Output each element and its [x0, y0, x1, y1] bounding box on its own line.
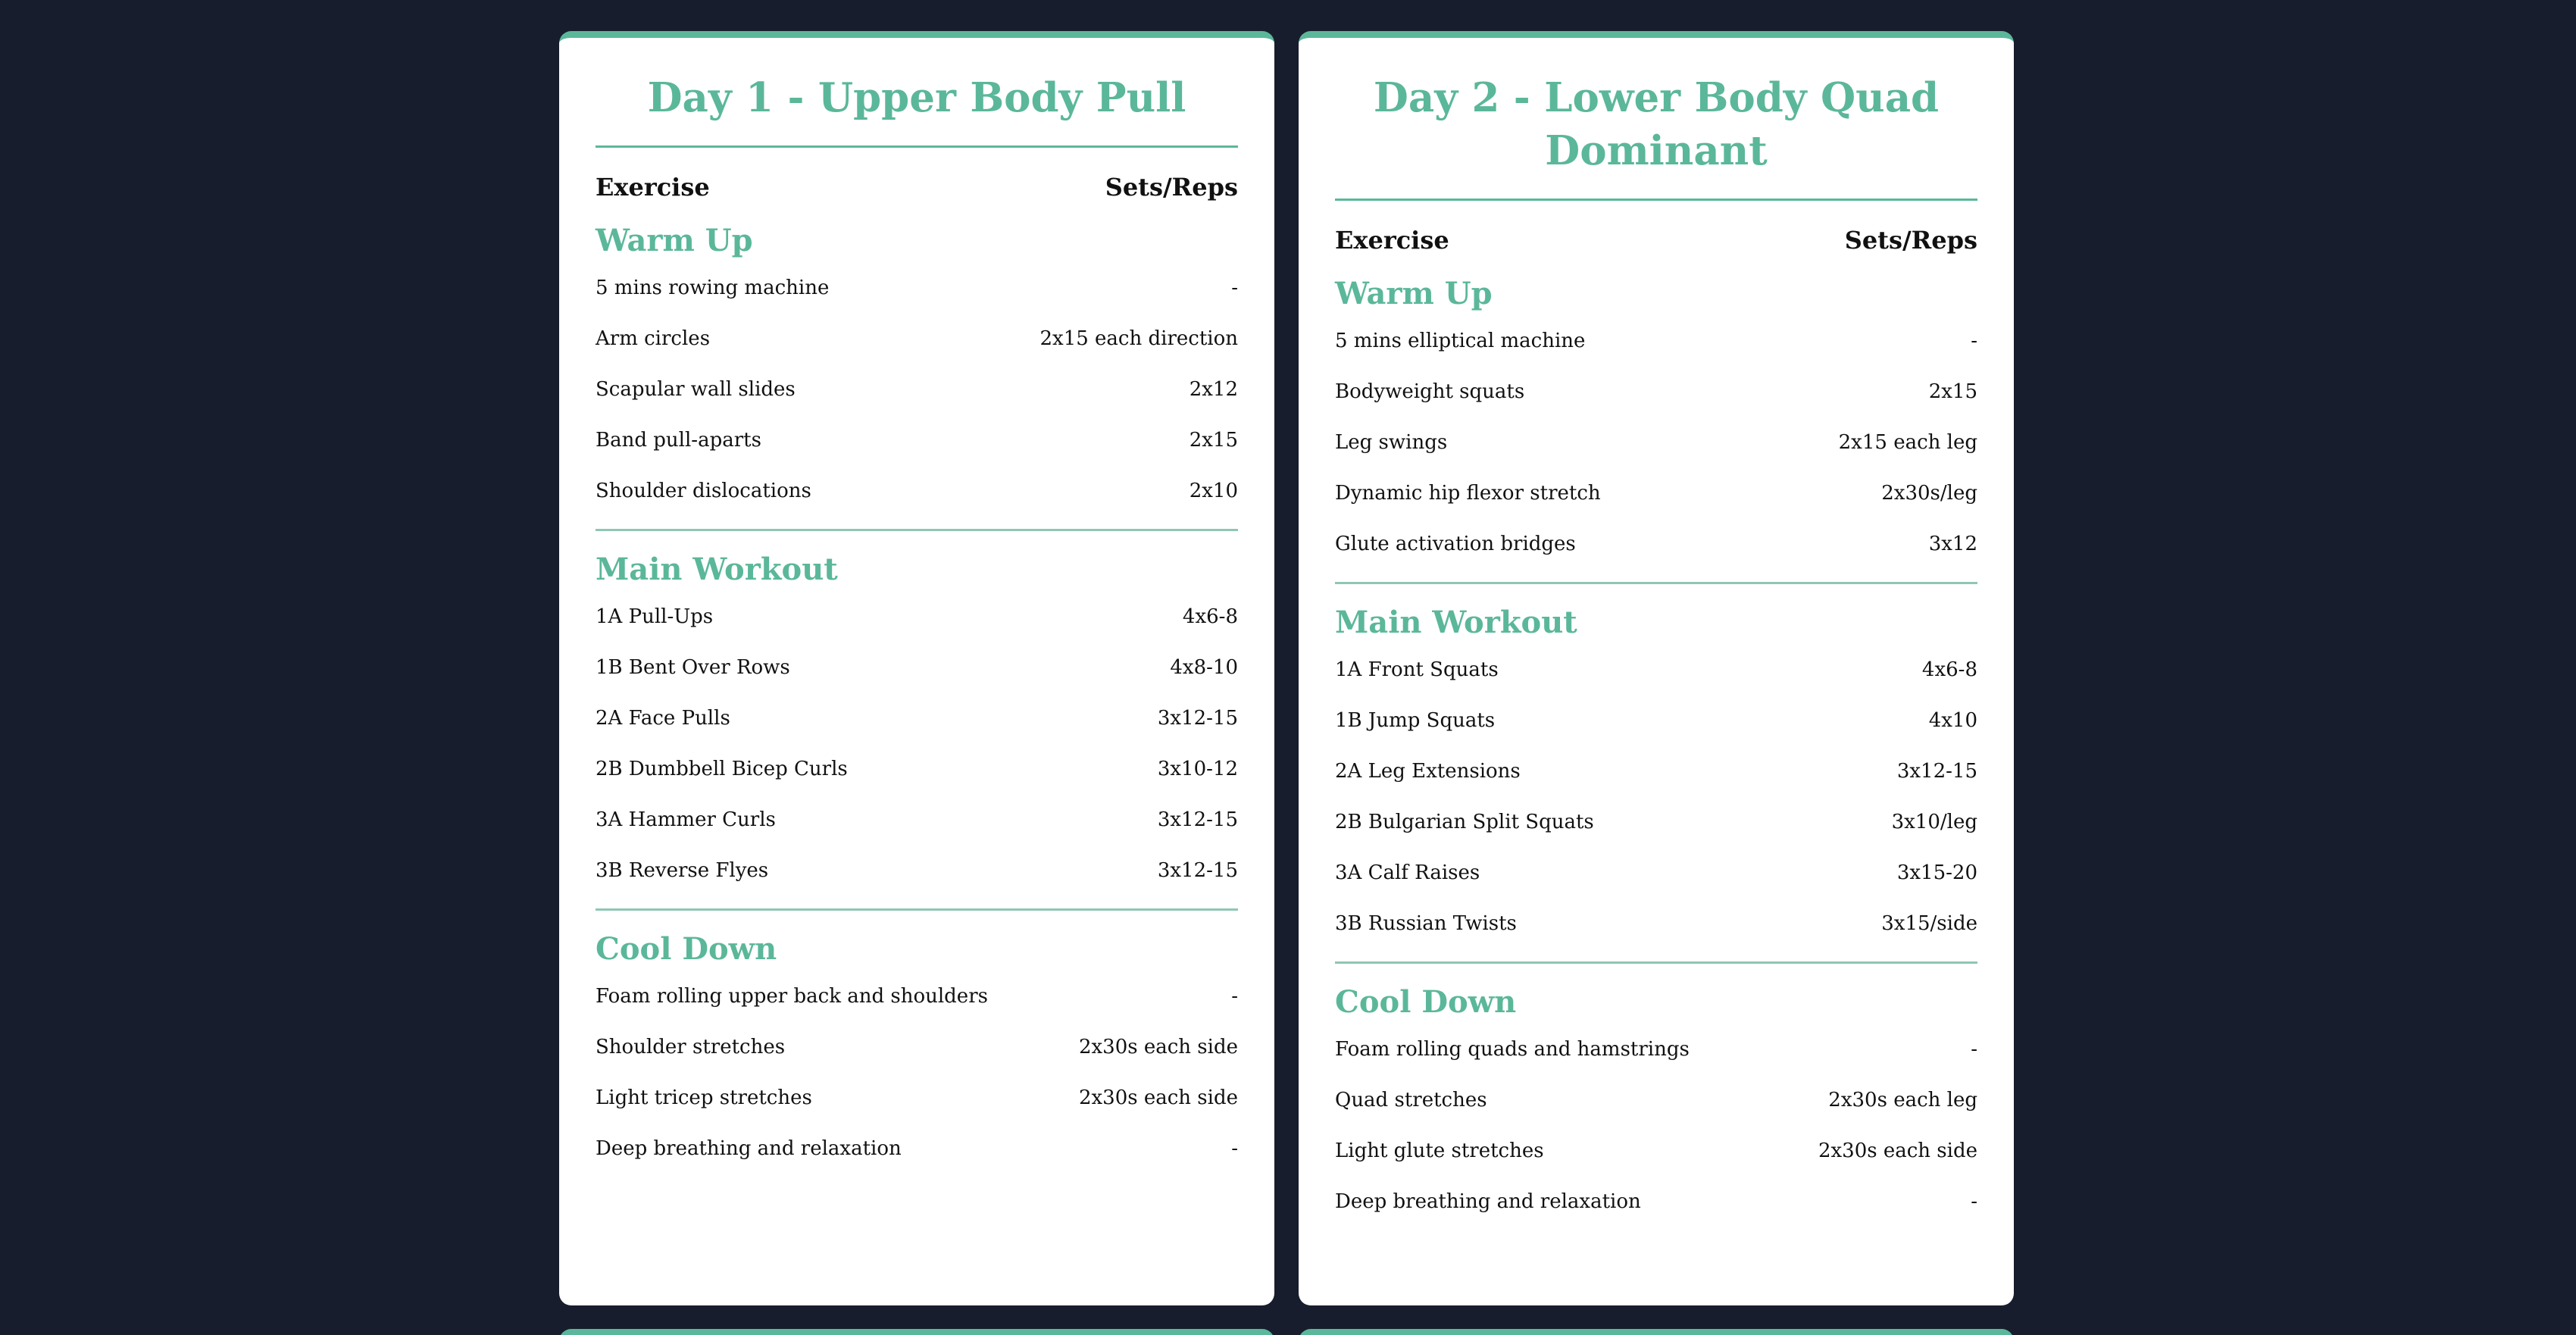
exercise-column-header: Exercise: [1335, 226, 1449, 255]
exercise-row: [1335, 417, 1977, 468]
exercise-name: 2B Dumbbell Bicep Curls: [596, 758, 848, 780]
sets-column-header: Sets/Reps: [1844, 226, 1977, 255]
sets-reps: 2x15: [1928, 380, 1977, 403]
exercise-row: [596, 971, 1238, 1022]
exercise-name: 2B Bulgarian Split Squats: [1335, 811, 1594, 833]
sets-reps: 4x8-10: [1170, 656, 1238, 679]
exercise-column-header: Exercise: [596, 173, 710, 202]
exercise-row: [596, 263, 1238, 314]
exercise-row: [1335, 1177, 1977, 1227]
exercise-name: 5 mins rowing machine: [596, 277, 830, 299]
sets-reps: 3x12: [1928, 533, 1977, 555]
exercise-name: Foam rolling quads and hamstrings: [1335, 1038, 1690, 1061]
exercise-row: [1335, 1024, 1977, 1075]
exercise-name: Scapular wall slides: [596, 378, 796, 401]
exercise-name: Leg swings: [1335, 431, 1448, 454]
section-title-warm-up: Warm Up: [596, 223, 753, 258]
exercise-row: [1335, 519, 1977, 570]
exercise-row: [596, 795, 1238, 846]
section-title-main-workout: Main Workout: [1335, 605, 1577, 640]
sets-reps: 2x10: [1189, 480, 1238, 502]
workout-card-day-1: [559, 31, 1274, 1305]
sets-reps: 3x12-15: [1157, 707, 1238, 730]
exercise-row: [596, 1073, 1238, 1124]
exercise-name: Shoulder stretches: [596, 1036, 786, 1058]
exercise-name: Arm circles: [596, 327, 711, 350]
exercise-row: [1335, 316, 1977, 367]
sets-reps: 2x30s each leg: [1828, 1089, 1977, 1111]
sets-reps: 4x10: [1928, 709, 1977, 732]
sets-reps: 2x30s each side: [1078, 1036, 1238, 1058]
exercise-row: [596, 846, 1238, 896]
sets-reps: -: [1231, 277, 1238, 299]
section-title-main-workout: Main Workout: [596, 552, 838, 587]
sets-reps: -: [1971, 1190, 1977, 1213]
section-title-cool-down: Cool Down: [596, 931, 777, 967]
sets-reps: 4x6-8: [1182, 605, 1238, 628]
exercise-row: [596, 744, 1238, 795]
sets-reps: -: [1231, 985, 1238, 1008]
exercise-name: 1B Jump Squats: [1335, 709, 1496, 732]
sets-reps: 3x10/leg: [1891, 811, 1977, 833]
section-title-warm-up: Warm Up: [1335, 276, 1493, 311]
sets-column-header: Sets/Reps: [1105, 173, 1238, 202]
sets-reps: 3x12-15: [1157, 859, 1238, 882]
exercise-name: Band pull-aparts: [596, 429, 761, 452]
exercise-name: 1B Bent Over Rows: [596, 656, 790, 679]
exercise-name: Quad stretches: [1335, 1089, 1487, 1111]
sets-reps: 2x12: [1189, 378, 1238, 401]
exercise-row: [596, 693, 1238, 744]
exercise-row: [1335, 746, 1977, 797]
sets-reps: 3x15-20: [1896, 861, 1977, 884]
exercise-row: [596, 415, 1238, 466]
sets-reps: 3x12-15: [1896, 760, 1977, 783]
exercise-row: [1335, 848, 1977, 899]
exercise-row: [1335, 468, 1977, 519]
section-divider: [1335, 582, 1977, 584]
exercise-row: [596, 364, 1238, 415]
sets-reps: 2x30s each side: [1818, 1140, 1977, 1162]
exercise-name: Foam rolling upper back and shoulders: [596, 985, 988, 1008]
table-header: [1335, 225, 1977, 255]
workout-card-partial: [1299, 1329, 2014, 1335]
table-header: [596, 172, 1238, 202]
exercise-name: 2A Leg Extensions: [1335, 760, 1521, 783]
exercise-name: 3A Hammer Curls: [596, 808, 776, 831]
exercise-name: 5 mins elliptical machine: [1335, 330, 1586, 352]
day-title: Day 1 - Upper Body Pull: [596, 71, 1238, 148]
sets-reps: 3x10-12: [1157, 758, 1238, 780]
sets-reps: 2x30s/leg: [1881, 482, 1977, 505]
exercise-name: 3A Calf Raises: [1335, 861, 1480, 884]
exercise-row: [1335, 1126, 1977, 1177]
sets-reps: 4x6-8: [1921, 658, 1977, 681]
sets-reps: 2x30s each side: [1078, 1086, 1238, 1109]
exercise-row: [1335, 696, 1977, 746]
exercise-row: [596, 592, 1238, 642]
exercise-name: 2A Face Pulls: [596, 707, 730, 730]
exercise-row: [596, 642, 1238, 693]
exercise-name: Deep breathing and relaxation: [596, 1137, 902, 1160]
section-divider: [596, 908, 1238, 911]
day-title: Day 2 - Lower Body Quad Dominant: [1335, 71, 1977, 201]
exercise-name: 3B Russian Twists: [1335, 912, 1517, 935]
exercise-row: [1335, 899, 1977, 949]
exercise-row: [596, 1022, 1238, 1073]
exercise-row: [1335, 367, 1977, 417]
sets-reps: -: [1971, 1038, 1977, 1061]
section-divider: [1335, 961, 1977, 964]
exercise-row: [1335, 645, 1977, 696]
exercise-row: [596, 1124, 1238, 1174]
exercise-name: 1A Front Squats: [1335, 658, 1499, 681]
section-divider: [596, 529, 1238, 531]
sets-reps: -: [1231, 1137, 1238, 1160]
exercise-row: [596, 466, 1238, 517]
sets-reps: 3x15/side: [1881, 912, 1977, 935]
exercise-name: 3B Reverse Flyes: [596, 859, 769, 882]
exercise-row: [1335, 797, 1977, 848]
exercise-name: Bodyweight squats: [1335, 380, 1525, 403]
sets-reps: 2x15 each leg: [1838, 431, 1977, 454]
exercise-name: Light tricep stretches: [596, 1086, 812, 1109]
exercise-row: [1335, 1075, 1977, 1126]
exercise-name: Glute activation bridges: [1335, 533, 1576, 555]
sets-reps: -: [1971, 330, 1977, 352]
sets-reps: 3x12-15: [1157, 808, 1238, 831]
exercise-name: Shoulder dislocations: [596, 480, 811, 502]
workout-card-partial: [559, 1329, 1274, 1335]
exercise-name: Deep breathing and relaxation: [1335, 1190, 1641, 1213]
workout-card-day-2: [1299, 31, 2014, 1305]
exercise-name: 1A Pull-Ups: [596, 605, 714, 628]
sets-reps: 2x15: [1189, 429, 1238, 452]
exercise-name: Dynamic hip flexor stretch: [1335, 482, 1601, 505]
exercise-name: Light glute stretches: [1335, 1140, 1544, 1162]
section-title-cool-down: Cool Down: [1335, 984, 1517, 1020]
sets-reps: 2x15 each direction: [1039, 327, 1238, 350]
exercise-row: [596, 314, 1238, 364]
